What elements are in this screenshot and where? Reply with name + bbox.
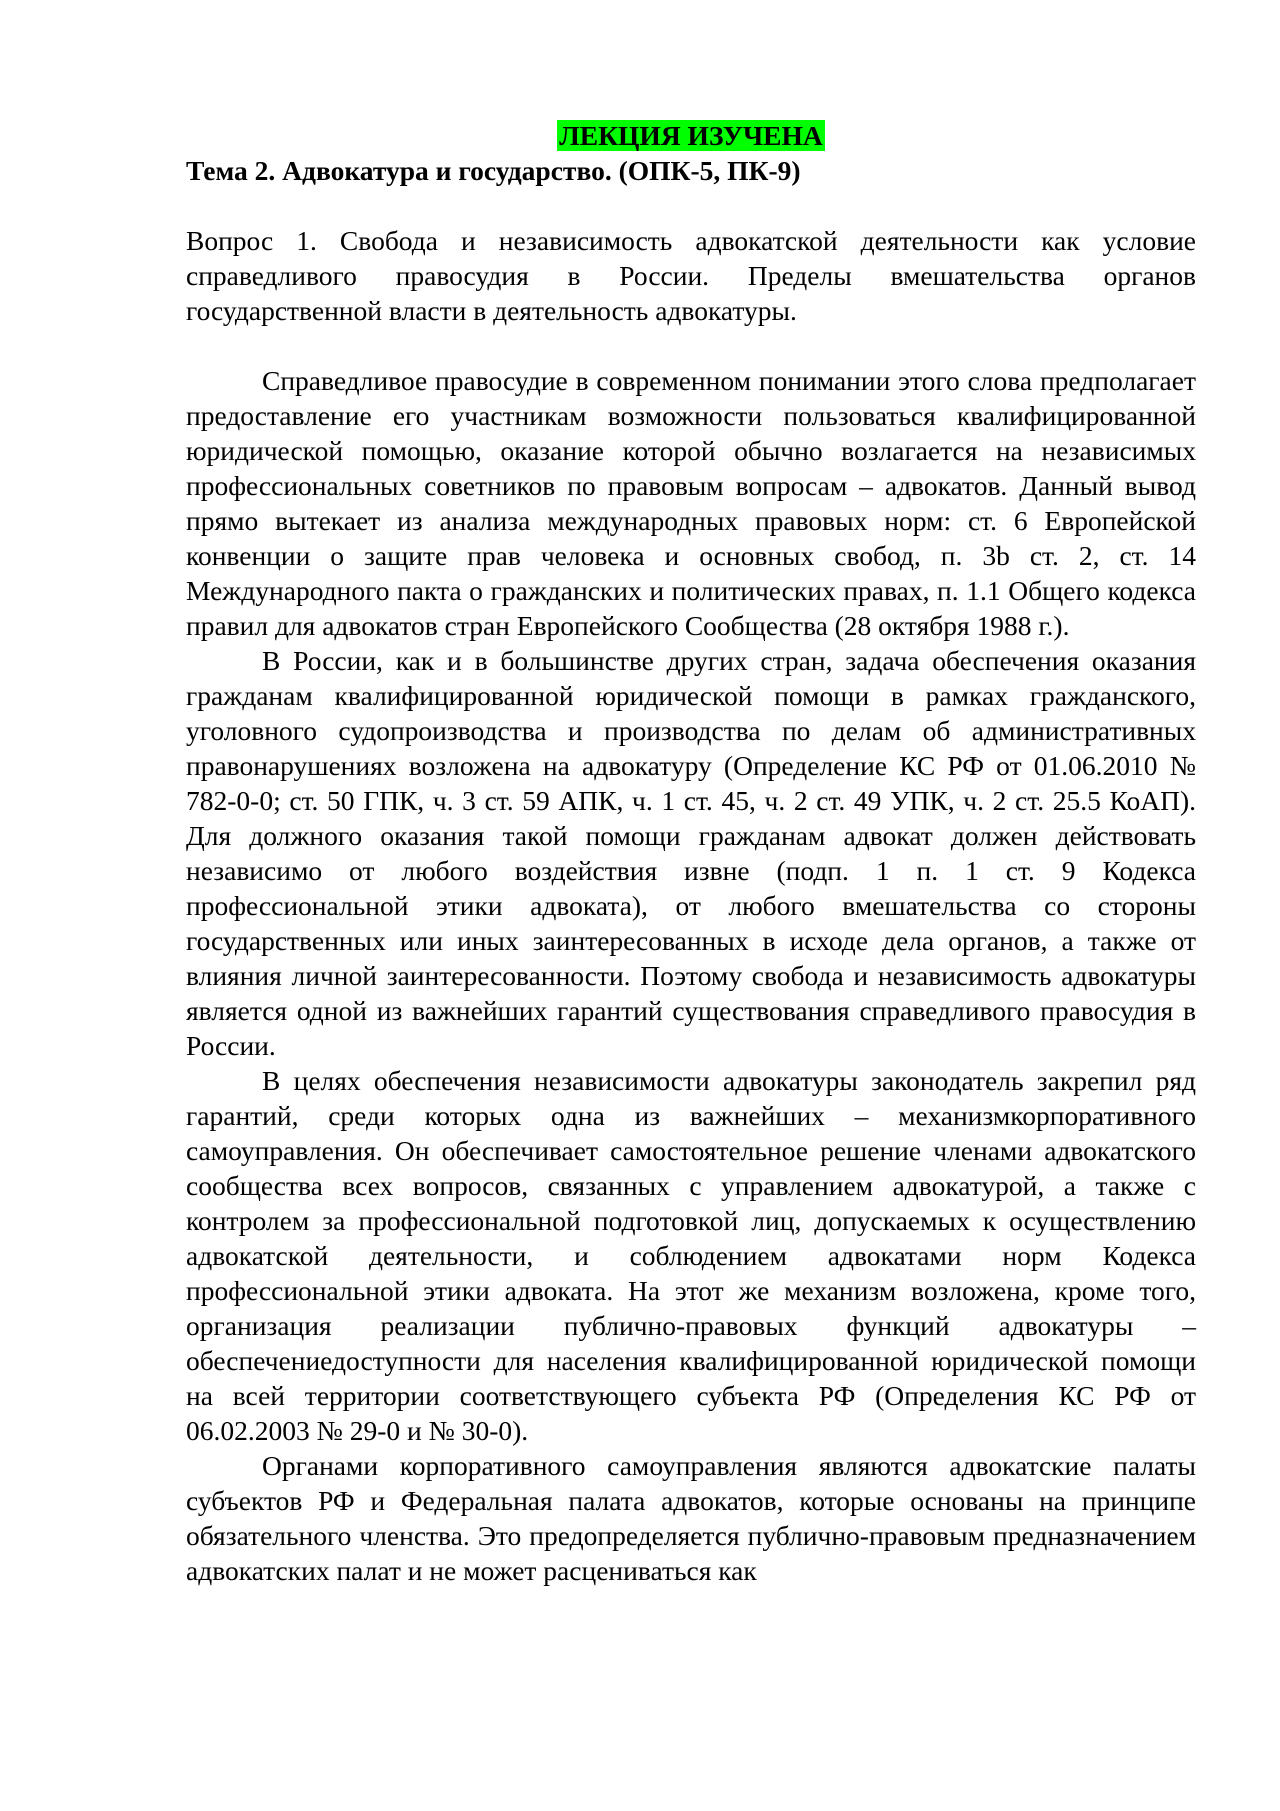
lecture-studied-stamp: ЛЕКЦИЯ ИЗУЧЕНА: [559, 120, 823, 151]
paragraph-1: Справедливое правосудие в современном понимании этого слова предполагает предоставление его участникам возможности пользоваться квалифицированной юридической помощью, оказание которой обычно возлагается на независимых профессиональных советников по правовым вопросам – адвокатов. Данный вывод прямо вытекает из анализа международных правовых норм: ст. 6 Европейской конвенции о защите прав человека и основных свобод, п. 3b ст. 2, ст. 14 Международного пакта о гражданских и политических правах, п. 1.1 Общего кодекса правил для адвокатов стран Европейского Сообщества (28 октября 1988 г.).: [186, 365, 1196, 641]
stamp-line: [186, 118, 1196, 153]
topic-title: Тема 2. Адвокатура и государство. (ОПК-5, ПК-9): [186, 155, 801, 186]
paragraph-3: В целях обеспечения независимости адвокатуры законодатель закрепил ряд гарантий, среди которых одна из важнейших – механизмкорпоративного самоуправления. Он обеспечивает самостоятельное решение членами адвокатского сообщества всех вопросов, связанных с управлением адвокатурой, а также с контролем за профессиональной подготовкой лиц, допускаемых к осуществлению адвокатской деятельности, и соблюдением адвокатами норм Кодекса профессиональной этики адвоката. На этот же механизм возложена, кроме того, организация реализации публично-правовых функций адвокатуры – обеспечениедоступности для населения квалифицированной юридической помощи на всей территории соответствующего субъекта РФ (Определения КС РФ от 06.02.2003 № 29-0 и № 30-0).: [186, 1065, 1196, 1446]
question-heading: Вопрос 1. Свобода и независимость адвокатской деятельности как условие справедливого правосудия в России. Пределы вмешательства органов государственной власти в деятельность адвокатуры.: [186, 225, 1196, 326]
document-page: [186, 118, 1196, 1588]
paragraph-4: Органами корпоративного самоуправления являются адвокатские палаты субъектов РФ и Федеральная палата адвокатов, которые основаны на принципе обязательного членства. Это предопределяется публично-правовым предназначением адвокатских палат и не может расцениваться как: [186, 1450, 1196, 1586]
paragraph-2: В России, как и в большинстве других стран, задача обеспечения оказания гражданам квалифицированной юридической помощи в рамках гражданского, уголовного судопроизводства и производства по делам об административных правонарушениях возложена на адвокатуру (Определение КС РФ от 01.06.2010 № 782-0-0; ст. 50 ГПК, ч. 3 ст. 59 АПК, ч. 1 ст. 45, ч. 2 ст. 49 УПК, ч. 2 ст. 25.5 КоАП). Для должного оказания такой помощи гражданам адвокат должен действовать независимо от любого воздействия извне (подп. 1 п. 1 ст. 9 Кодекса профессиональной этики адвоката), от любого вмешательства со стороны государственных или иных заинтересованных в исходе дела органов, а также от влияния личной заинтересованности. Поэтому свобода и независимость адвокатуры является одной из важнейших гарантий существования справедливого правосудия в России.: [186, 645, 1196, 1061]
